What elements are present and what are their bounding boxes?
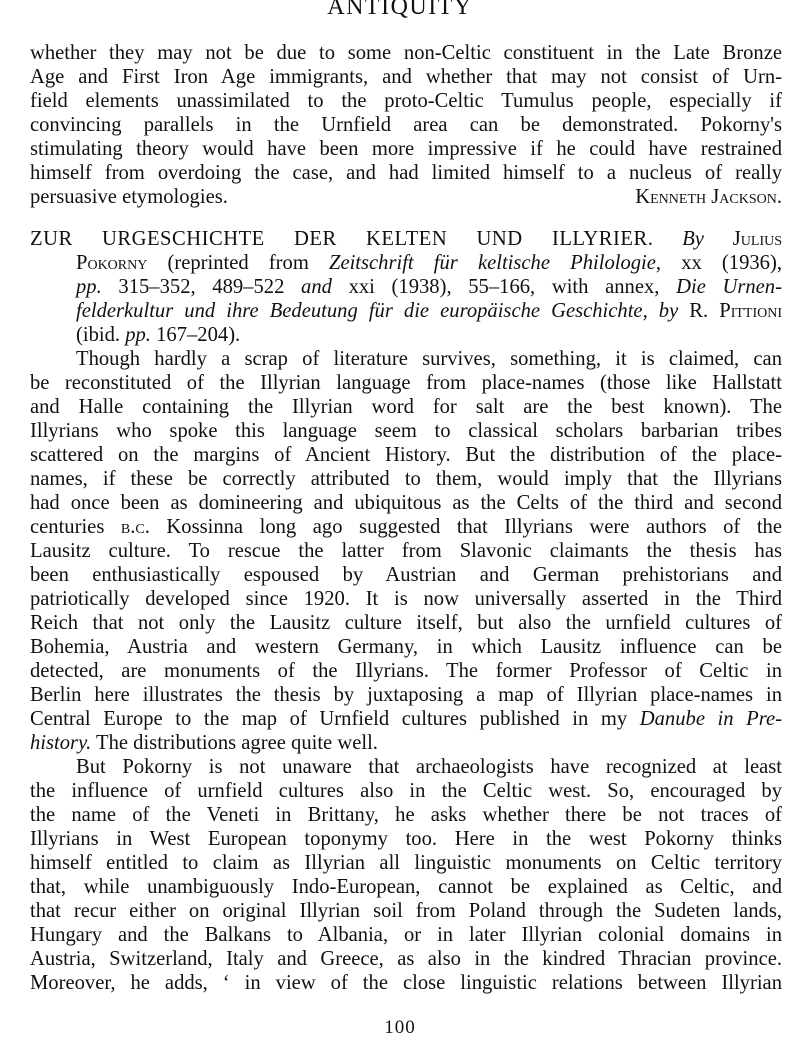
article-text <box>30 41 782 995</box>
review-heading <box>30 227 782 251</box>
paragraph-first-line: But Pokorny is not unaware that archaeologists have recognized at least <box>76 756 782 778</box>
paragraph-first-line: Though hardly a scrap of literature survives, something, it is claimed, can <box>76 348 782 370</box>
text-line: centuries b.c. Kossinna long ago suggested that Illyrians were authors of the <box>30 516 782 538</box>
text-line: himself entitled to claim as Illyrian all linguistic monuments on Celtic territory <box>30 852 782 874</box>
book-title: ZUR URGESCHICHTE DER KELTEN UND ILLYRIER. <box>30 228 654 250</box>
text-line: Lausitz culture. To rescue the latter from Slavonic claimants the thesis has <box>30 540 782 562</box>
text-line: Berlin here illustrates the thesis by juxtaposing a map of Illyrian place-names in <box>30 684 782 706</box>
text-line: himself from overdoing the case, and had limited himself to a nucleus of really <box>30 162 782 184</box>
text-line: convincing parallels in the Urnfield area can be demonstrated. Pokorny's <box>30 114 782 136</box>
heading-line: Pokorny (reprinted from Zeitschrift für keltische Philologie, xx (1936), <box>76 252 782 274</box>
annex-title: Die Urnen- <box>676 276 782 298</box>
text-line: had once been as domineering and ubiquitous as the Celts of the third and second <box>30 492 782 514</box>
author-last: Pokorny <box>76 252 148 274</box>
text-line: Bohemia, Austria and western Germany, in which Lausitz influence can be <box>30 636 782 658</box>
text-line: that recur either on original Illyrian soil from Poland through the Sudeten lands, <box>30 900 782 922</box>
text-line: stimulating theory would have been more impressive if he could have restrained <box>30 138 782 160</box>
heading-line: felderkultur und ihre Bedeutung für die europäische Geschichte, by R. Pittioni <box>76 300 783 322</box>
reviewer-name: Kenneth Jackson. <box>635 186 782 208</box>
signature-line <box>30 185 782 209</box>
text-line: Reich that not only the Lausitz culture itself, but also the urnfield cultures of <box>30 612 782 634</box>
text-line: Moreover, he adds, ‘ in view of the close linguistic relations between Illyrian <box>30 972 782 994</box>
running-head: ANTIQUITY <box>327 0 473 20</box>
text-line: patriotically developed since 1920. It is now universally asserted in the Third <box>30 588 782 610</box>
heading-line: pp. 315–352, 489–522 and xxi (1938), 55–166, with annex, Die Urnen- <box>76 276 782 298</box>
journal-title: Zeitschrift für keltische Philologie <box>328 252 656 274</box>
text-line: and Halle containing the Illyrian word for salt are the best known). The <box>30 396 782 418</box>
page-number: 100 <box>384 1017 416 1038</box>
book-reference: history. <box>30 732 92 754</box>
text-line: scattered on the margins of Ancient History. But the distribution of the place- <box>30 444 782 466</box>
text-line-end: persuasive etymologies. <box>30 186 228 208</box>
text-line: field elements unassimilated to the proto-Celtic Tumulus people, especially if <box>30 90 782 112</box>
author-first: Julius <box>732 228 783 250</box>
text-line: Hungary and the Balkans to Albania, or in later Illyrian colonial domains in <box>30 924 782 946</box>
text-line: be reconstituted of the Illyrian language from place-names (those like Hallstatt <box>30 372 782 394</box>
by-word: By <box>682 228 704 250</box>
text-line: Austria, Switzerland, Italy and Greece, as also in the kindred Thracian province. <box>30 948 782 970</box>
text-line: the influence of urnfield cultures also in the Celtic west. So, encouraged by <box>30 780 782 802</box>
text-line: Illyrians who spoke this language seem to classical scholars barbarian tribes <box>30 420 782 442</box>
book-reference: Danube in Pre- <box>639 708 782 730</box>
annex-title: felderkultur und ihre Bedeutung für die europäische Geschichte <box>76 300 643 322</box>
heading-line: (ibid. pp. 167–204). <box>76 324 241 346</box>
text-line: been enthusiastically espoused by Austrian and German prehistorians and <box>30 564 782 586</box>
annex-author: Pittioni <box>719 300 783 322</box>
text-line: history. The distributions agree quite well. <box>30 732 378 754</box>
text-line: that, while unambiguously Indo-European, cannot be explained as Celtic, and <box>30 876 782 898</box>
text-line: Age and First Iron Age immigrants, and whether that may not consist of Urn- <box>30 66 782 88</box>
text-line: the name of the Veneti in Brittany, he asks whether there be not traces of <box>30 804 782 826</box>
text-line: names, if these be correctly attributed to them, would imply that the Illyrians <box>30 468 782 490</box>
text-line: Central Europe to the map of Urnfield cultures published in my Danube in Pre- <box>30 708 782 730</box>
text-line: whether they may not be due to some non-Celtic constituent in the Late Bronze <box>30 42 782 64</box>
text-line: Illyrians in West European toponymy too. Here in the west Pokorny thinks <box>30 828 782 850</box>
text-line: detected, are monuments of the Illyrians. The former Professor of Celtic in <box>30 660 782 682</box>
